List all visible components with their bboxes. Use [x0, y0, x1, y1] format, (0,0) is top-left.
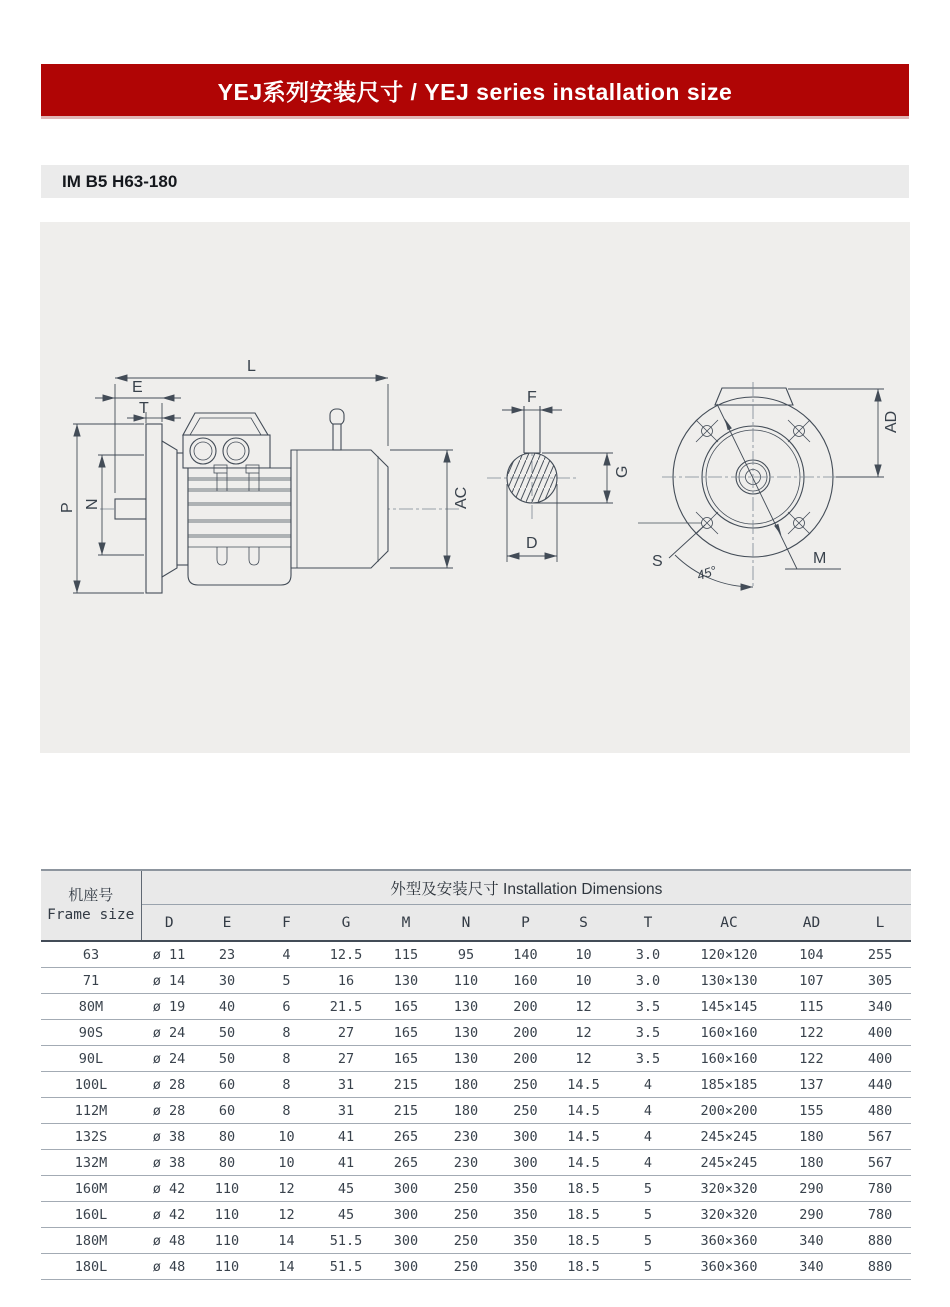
page-title: YEJ系列安装尺寸 / YEJ series installation size [217, 78, 733, 105]
dim-label-G: G [614, 465, 631, 478]
dim-value-cell: 10 [555, 941, 612, 968]
dim-value-cell: 400 [849, 1020, 911, 1046]
mounting-type-label: IM B5 H63-180 [62, 171, 178, 191]
dim-value-cell: 290 [774, 1202, 849, 1228]
dim-value-cell: 110 [197, 1254, 257, 1280]
shaft-section-view [487, 389, 631, 562]
dim-value-cell: 4 [612, 1150, 684, 1176]
column-header: AC [684, 905, 774, 942]
dim-value-cell: 31 [316, 1098, 376, 1124]
dim-value-cell: 320×320 [684, 1202, 774, 1228]
dim-value-cell: 350 [496, 1176, 555, 1202]
dim-value-cell: ø 42 [141, 1176, 197, 1202]
dim-value-cell: 300 [496, 1124, 555, 1150]
dim-value-cell: 200×200 [684, 1098, 774, 1124]
dim-value-cell: 300 [376, 1202, 436, 1228]
column-header: P [496, 905, 555, 942]
installation-dimensions-table [41, 869, 911, 1280]
dim-value-cell: 21.5 [316, 994, 376, 1020]
dim-value-cell: 120×120 [684, 941, 774, 968]
dim-value-cell: 50 [197, 1046, 257, 1072]
frame-size-cell: 112M [41, 1098, 141, 1124]
dim-label-AC: AC [453, 486, 470, 509]
flange-front-view [638, 382, 900, 587]
dim-value-cell: 160 [496, 968, 555, 994]
dim-value-cell: 215 [376, 1098, 436, 1124]
dim-value-cell: 27 [316, 1020, 376, 1046]
dim-value-cell: 12 [257, 1176, 316, 1202]
dim-value-cell: 8 [257, 1046, 316, 1072]
dim-value-cell: 250 [436, 1254, 496, 1280]
dim-value-cell: 780 [849, 1202, 911, 1228]
frame-size-cell: 90L [41, 1046, 141, 1072]
dim-value-cell: 5 [612, 1176, 684, 1202]
column-header: F [257, 905, 316, 942]
dim-value-cell: 122 [774, 1046, 849, 1072]
dim-value-cell: ø 24 [141, 1020, 197, 1046]
dim-value-cell: 567 [849, 1150, 911, 1176]
dim-value-cell: 5 [612, 1202, 684, 1228]
dim-value-cell: ø 28 [141, 1072, 197, 1098]
dim-value-cell: 440 [849, 1072, 911, 1098]
frame-size-header-zh: 机座号 [68, 887, 114, 905]
dim-value-cell: 350 [496, 1202, 555, 1228]
table-row [41, 1046, 911, 1072]
table-row [41, 1254, 911, 1280]
dim-value-cell: 4 [257, 941, 316, 968]
dim-value-cell: 10 [555, 968, 612, 994]
dim-value-cell: 250 [436, 1228, 496, 1254]
dim-value-cell: 31 [316, 1072, 376, 1098]
dim-value-cell: 340 [849, 994, 911, 1020]
dim-value-cell: ø 24 [141, 1046, 197, 1072]
dim-value-cell: 60 [197, 1098, 257, 1124]
dim-label-N: N [84, 498, 101, 510]
dim-value-cell: 480 [849, 1098, 911, 1124]
dim-value-cell: 14 [257, 1254, 316, 1280]
frame-size-cell: 90S [41, 1020, 141, 1046]
dim-value-cell: 12 [555, 1020, 612, 1046]
dimensions-group-header [141, 870, 911, 905]
dim-value-cell: 40 [197, 994, 257, 1020]
dim-value-cell: 8 [257, 1072, 316, 1098]
dim-value-cell: 780 [849, 1176, 911, 1202]
frame-size-cell: 63 [41, 941, 141, 968]
dim-value-cell: 45 [316, 1176, 376, 1202]
dim-value-cell: 23 [197, 941, 257, 968]
dim-value-cell: 300 [376, 1254, 436, 1280]
table-row [41, 941, 911, 968]
dim-value-cell: 230 [436, 1150, 496, 1176]
dim-value-cell: 14.5 [555, 1072, 612, 1098]
frame-size-cell: 80M [41, 994, 141, 1020]
dim-value-cell: 3.5 [612, 994, 684, 1020]
dim-value-cell: 8 [257, 1098, 316, 1124]
frame-size-cell: 180M [41, 1228, 141, 1254]
dim-value-cell: 41 [316, 1124, 376, 1150]
dim-value-cell: 95 [436, 941, 496, 968]
dim-value-cell: 130×130 [684, 968, 774, 994]
dim-value-cell: 137 [774, 1072, 849, 1098]
eyebolt-icon [330, 409, 344, 425]
dim-value-cell: 115 [774, 994, 849, 1020]
column-header-row [41, 905, 911, 942]
dimensions-group-header-en: Installation Dimensions [503, 880, 663, 898]
dim-value-cell: 122 [774, 1020, 849, 1046]
dim-value-cell: 4 [612, 1098, 684, 1124]
frame-size-cell: 132S [41, 1124, 141, 1150]
dim-value-cell: 255 [849, 941, 911, 968]
dim-value-cell: 51.5 [316, 1228, 376, 1254]
dim-value-cell: 230 [436, 1124, 496, 1150]
dim-value-cell: 165 [376, 994, 436, 1020]
dim-value-cell: 140 [496, 941, 555, 968]
dim-label-AD: AD [883, 410, 900, 433]
dim-value-cell: 155 [774, 1098, 849, 1124]
dim-value-cell: 14 [257, 1228, 316, 1254]
dim-label-T: T [139, 400, 149, 417]
dim-value-cell: ø 14 [141, 968, 197, 994]
dim-value-cell: 18.5 [555, 1254, 612, 1280]
dim-value-cell: 340 [774, 1228, 849, 1254]
dim-value-cell: 18.5 [555, 1228, 612, 1254]
dim-value-cell: 305 [849, 968, 911, 994]
dim-value-cell: 180 [436, 1072, 496, 1098]
dim-value-cell: 16 [316, 968, 376, 994]
dim-label-F: F [527, 389, 537, 406]
dim-value-cell: 130 [436, 994, 496, 1020]
dim-value-cell: 880 [849, 1254, 911, 1280]
dim-value-cell: 180 [774, 1124, 849, 1150]
dim-value-cell: 320×320 [684, 1176, 774, 1202]
dim-value-cell: 80 [197, 1124, 257, 1150]
mounting-type-strip [41, 165, 909, 198]
dim-value-cell: 14.5 [555, 1124, 612, 1150]
dim-value-cell: 110 [197, 1176, 257, 1202]
dim-value-cell: 245×245 [684, 1124, 774, 1150]
table-row [41, 1202, 911, 1228]
dim-value-cell: 165 [376, 1046, 436, 1072]
dim-value-cell: 130 [436, 1020, 496, 1046]
table-row [41, 994, 911, 1020]
dim-value-cell: 10 [257, 1150, 316, 1176]
dim-value-cell: 6 [257, 994, 316, 1020]
dim-value-cell: 567 [849, 1124, 911, 1150]
dim-value-cell: ø 11 [141, 941, 197, 968]
table-row [41, 968, 911, 994]
dim-value-cell: 18.5 [555, 1202, 612, 1228]
dim-value-cell: 245×245 [684, 1150, 774, 1176]
dim-label-P: P [59, 502, 76, 513]
dim-value-cell: 340 [774, 1254, 849, 1280]
dim-value-cell: 18.5 [555, 1176, 612, 1202]
angle-label: 45° [695, 562, 719, 584]
dim-value-cell: 51.5 [316, 1254, 376, 1280]
dim-value-cell: 60 [197, 1072, 257, 1098]
dim-value-cell: 160×160 [684, 1020, 774, 1046]
frame-size-header-en: Frame size [47, 906, 135, 923]
table-row [41, 1150, 911, 1176]
dim-value-cell: 3.5 [612, 1046, 684, 1072]
frame-size-cell: 160L [41, 1202, 141, 1228]
dim-value-cell: 4 [612, 1072, 684, 1098]
dim-value-cell: 300 [376, 1176, 436, 1202]
dimensions-group-header-zh: 外型及安装尺寸 [390, 880, 499, 898]
dim-value-cell: 5 [257, 968, 316, 994]
column-header: M [376, 905, 436, 942]
dim-value-cell: 180 [436, 1098, 496, 1124]
dim-value-cell: 300 [376, 1228, 436, 1254]
title-banner [41, 64, 909, 119]
dim-value-cell: 8 [257, 1020, 316, 1046]
frame-size-cell: 160M [41, 1176, 141, 1202]
dim-label-D: D [526, 535, 538, 552]
dim-value-cell: ø 19 [141, 994, 197, 1020]
dim-value-cell: 5 [612, 1254, 684, 1280]
column-header: D [141, 905, 197, 942]
dim-value-cell: 200 [496, 1020, 555, 1046]
dim-value-cell: 250 [436, 1176, 496, 1202]
table-row [41, 1124, 911, 1150]
dim-label-M: M [813, 550, 827, 567]
dim-value-cell: 3.5 [612, 1020, 684, 1046]
dim-value-cell: 165 [376, 1020, 436, 1046]
dim-value-cell: 250 [496, 1098, 555, 1124]
dim-value-cell: 130 [376, 968, 436, 994]
dim-value-cell: 110 [197, 1202, 257, 1228]
group-header-row [41, 870, 911, 905]
frame-size-cell: 71 [41, 968, 141, 994]
dim-value-cell: 250 [436, 1202, 496, 1228]
dim-value-cell: 160×160 [684, 1046, 774, 1072]
dim-value-cell: 180 [774, 1150, 849, 1176]
dim-value-cell: 880 [849, 1228, 911, 1254]
frame-size-cell: 100L [41, 1072, 141, 1098]
motor-dimension-diagram [40, 222, 910, 753]
dim-value-cell: ø 48 [141, 1254, 197, 1280]
technical-drawing [40, 222, 910, 753]
dim-value-cell: 30 [197, 968, 257, 994]
dim-value-cell: 10 [257, 1124, 316, 1150]
dim-value-cell: 200 [496, 994, 555, 1020]
dim-label-S: S [652, 553, 663, 570]
dim-value-cell: 110 [436, 968, 496, 994]
table-row [41, 1072, 911, 1098]
dim-value-cell: 265 [376, 1150, 436, 1176]
column-header: G [316, 905, 376, 942]
frame-size-cell: 132M [41, 1150, 141, 1176]
dim-value-cell: 41 [316, 1150, 376, 1176]
table-row [41, 1020, 911, 1046]
dim-value-cell: 27 [316, 1046, 376, 1072]
dim-value-cell: 12 [555, 1046, 612, 1072]
dim-value-cell: 50 [197, 1020, 257, 1046]
dim-value-cell: 350 [496, 1228, 555, 1254]
dim-value-cell: 265 [376, 1124, 436, 1150]
dim-value-cell: 215 [376, 1072, 436, 1098]
column-header: L [849, 905, 911, 942]
dim-value-cell: 200 [496, 1046, 555, 1072]
dim-value-cell: 3.0 [612, 968, 684, 994]
dim-value-cell: 300 [496, 1150, 555, 1176]
dim-value-cell: 14.5 [555, 1098, 612, 1124]
dim-value-cell: 14.5 [555, 1150, 612, 1176]
dim-value-cell: 12 [555, 994, 612, 1020]
dim-value-cell: 400 [849, 1046, 911, 1072]
dim-value-cell: 45 [316, 1202, 376, 1228]
dim-value-cell: 130 [436, 1046, 496, 1072]
dim-value-cell: 145×145 [684, 994, 774, 1020]
side-view [59, 358, 470, 593]
dim-value-cell: ø 38 [141, 1150, 197, 1176]
dim-value-cell: 110 [197, 1228, 257, 1254]
dim-value-cell: 360×360 [684, 1254, 774, 1280]
dim-value-cell: 80 [197, 1150, 257, 1176]
dim-value-cell: ø 28 [141, 1098, 197, 1124]
dim-value-cell: ø 42 [141, 1202, 197, 1228]
dim-value-cell: 250 [496, 1072, 555, 1098]
table-body [41, 941, 911, 1280]
column-header: AD [774, 905, 849, 942]
dim-value-cell: ø 48 [141, 1228, 197, 1254]
frame-size-header [41, 870, 141, 941]
dim-value-cell: 360×360 [684, 1228, 774, 1254]
dim-value-cell: 107 [774, 968, 849, 994]
column-header: S [555, 905, 612, 942]
dim-value-cell: 5 [612, 1228, 684, 1254]
dim-value-cell: 350 [496, 1254, 555, 1280]
dim-value-cell: 4 [612, 1124, 684, 1150]
dim-value-cell: 12.5 [316, 941, 376, 968]
table-row [41, 1228, 911, 1254]
column-header: N [436, 905, 496, 942]
table-row [41, 1176, 911, 1202]
dim-value-cell: 3.0 [612, 941, 684, 968]
dim-value-cell: 12 [257, 1202, 316, 1228]
column-header: E [197, 905, 257, 942]
dim-label-E: E [132, 379, 143, 396]
frame-size-cell: 180L [41, 1254, 141, 1280]
dim-value-cell: 104 [774, 941, 849, 968]
column-header: T [612, 905, 684, 942]
dim-value-cell: 185×185 [684, 1072, 774, 1098]
table-row [41, 1098, 911, 1124]
dim-value-cell: 115 [376, 941, 436, 968]
dim-value-cell: 290 [774, 1176, 849, 1202]
dim-value-cell: ø 38 [141, 1124, 197, 1150]
dim-label-L: L [247, 358, 256, 375]
